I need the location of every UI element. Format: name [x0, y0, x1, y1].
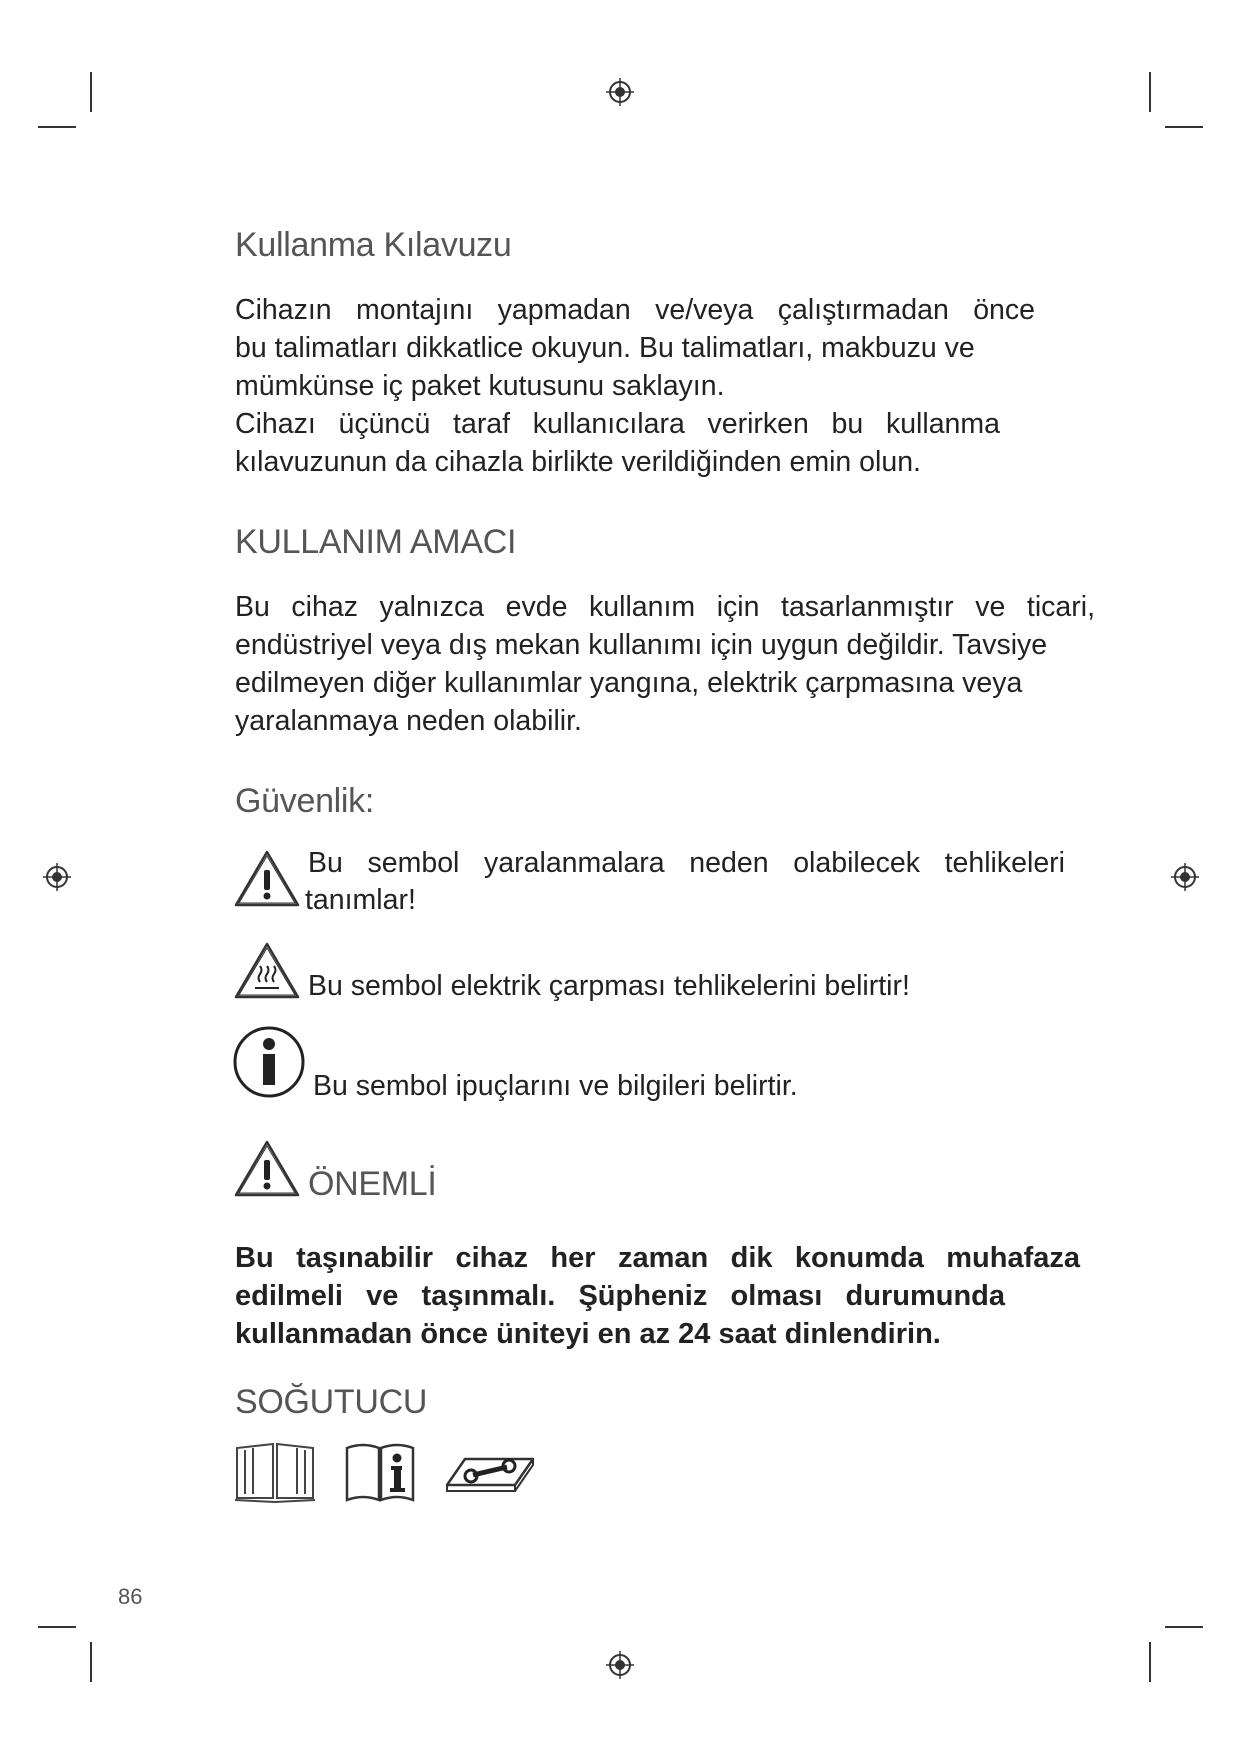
purpose-line-4: yaralanmaya neden olabilir.: [235, 705, 582, 737]
crop-mark-br-h: [1165, 1626, 1203, 1628]
manual-info-icon: [343, 1440, 417, 1504]
service-manual-wrench-icon: [443, 1445, 537, 1501]
purpose-line-3: edilmeyen diğer kullanımlar yangına, elektrik çarpmasına veya: [235, 667, 1023, 699]
crop-mark-bl-h: [38, 1626, 76, 1628]
safety-heading: Güvenlik:: [235, 782, 375, 820]
important-line-1: Bu taşınabilir cihaz her zaman dik konumda muhafaza: [235, 1242, 1080, 1274]
crop-mark-tr-v: [1149, 72, 1151, 112]
crop-mark-tl-h: [38, 126, 76, 128]
warning-text-line-1: Bu sembol yaralanmalara neden olabilecek tehlikeleri: [308, 847, 1065, 879]
page-title: Kullanma Kılavuzu: [235, 226, 512, 264]
crop-mark-br-v: [1149, 1642, 1151, 1682]
open-manual-icon: [233, 1440, 317, 1504]
crop-mark-bl-v: [90, 1642, 92, 1682]
purpose-line-1: Bu cihaz yalnızca evde kullanım için tasarlanmıştır ve ticari,: [235, 591, 1095, 623]
warning-triangle-icon: [233, 848, 301, 908]
info-text: Bu sembol ipuçlarını ve bilgileri belirtir.: [313, 1070, 798, 1102]
warning-text-line-2: tanımlar!: [305, 884, 416, 916]
intro-line-5: kılavuzunun da cihazla birlikte verildiğinden emin olun.: [235, 446, 921, 478]
registration-mark-right-icon: [1170, 862, 1200, 892]
important-line-2: edilmeli ve taşınmalı. Şüpheniz olması durumunda: [235, 1280, 1005, 1312]
intro-line-2: bu talimatları dikkatlice okuyun. Bu talimatları, makbuzu ve: [235, 332, 975, 364]
intro-line-1: Cihazın montajını yapmadan ve/veya çalıştırmadan önce: [235, 294, 1035, 326]
registration-mark-top-icon: [605, 77, 635, 107]
important-line-3: kullanmadan önce üniteyi en az 24 saat dinlendirin.: [235, 1318, 941, 1350]
electric-warning-text: Bu sembol elektrik çarpması tehlikelerini belirtir!: [308, 970, 910, 1002]
info-circle-icon: [232, 1025, 306, 1099]
intro-line-3: mümkünse iç paket kutusunu saklayın.: [235, 370, 725, 402]
crop-mark-tl-v: [90, 72, 92, 112]
purpose-line-2: endüstriyel veya dış mekan kullanımı için uygun değildir. Tavsiye: [235, 629, 1048, 661]
purpose-heading: KULLANIM AMACI: [235, 523, 517, 561]
intro-line-4: Cihazı üçüncü taraf kullanıcılara verirken bu kullanma: [235, 408, 1000, 440]
important-warning-icon: [233, 1138, 301, 1198]
registration-mark-left-icon: [42, 862, 72, 892]
crop-mark-tr-h: [1165, 126, 1203, 128]
hot-surface-warning-icon: [233, 940, 301, 1000]
important-heading: ÖNEMLİ: [308, 1165, 437, 1203]
section-heading: SOĞUTUCU: [235, 1383, 428, 1421]
registration-mark-bottom-icon: [605, 1650, 635, 1680]
page-number: 86: [118, 1584, 143, 1609]
